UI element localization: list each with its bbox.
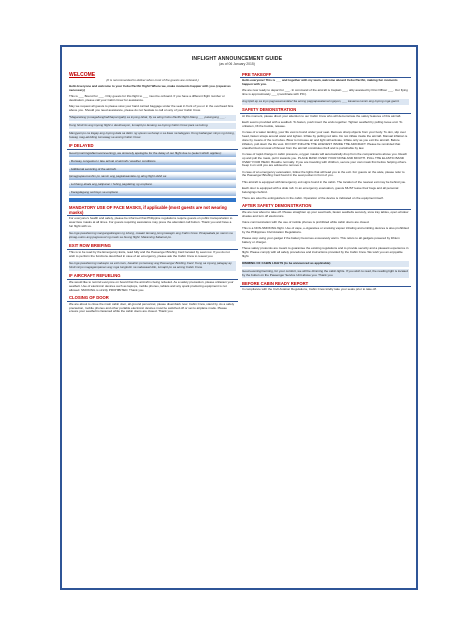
- section-heading: CLOSING OF DOOR: [67, 295, 238, 302]
- paragraph: *Magandang (umaga/tanghali/hapon/gabi) sa inyong lahat, fly sa ating Cebu Pacific flight bilang ___ patungong ___.: [69, 115, 236, 121]
- section-heading: SAFETY DEMONSTRATION: [240, 107, 411, 114]
- section-divider: [69, 198, 236, 202]
- paragraph: This is a NON-SMOKING flight. Use of vape, e-cigarettes or smoking vapour inhaling and emitting devices is also prohibited by the Philippines Civil Aviation Regulations.: [242, 225, 409, 234]
- section-heading: MANDATORY USE OF FACE MASKS, if applicable (most guests are not wearing masks): [67, 204, 238, 216]
- paragraph: We are now about to take off. Please straighten up your seat back, fasten seatbelts securely, stow tray tables, open window shades and turn off electronics.: [242, 209, 409, 218]
- paragraph: In compliance with the Civil Aviation Regulations, Cabin Crew kindly take your seats prior to take off.: [242, 287, 377, 292]
- paragraph: This is to be read by the Emergency Exits, read fully and the Passenger Briefing Card located by seat row. If you do not wish to perform the functions described in case of an emergency, please ask the Cabin Crew to reseat you.: [69, 249, 230, 258]
- paragraph: Hello Everyone and welcome to your Cebu Pacific flight! Where we, make moments happier with you. (repeat as necessary): [69, 84, 231, 92]
- section-heading: BEFORE CABIN READY REPORT: [240, 280, 411, 287]
- document-subtitle: (as of 06 January 2015): [219, 62, 255, 66]
- paragraph: In case of an emergency evacuation, follow the lights that will lead you to the exit. For guests on the aisle, please refer to the Passenger Briefing Card found in the seat pocket in front of you.: [242, 169, 405, 178]
- paragraph: Each seat is provided with a seatbelt. To fasten, push insert the ends together. Tighten seatbelt by pulling loose end. To unfasten, lift the buckle, release.: [242, 120, 403, 128]
- paragraph: - Runway congestion / late arrival of aircraft / weather conditions: [69, 159, 236, 165]
- section-heading: PRE TAKEOFF: [240, 71, 411, 78]
- section-heading: WELCOME: [69, 71, 96, 78]
- paragraph: This is ___ Bound for ___. Only guests for this flight to ___ must be onboard. If you have a different flight number or destination, please call your Cabin Crew for assistance.: [69, 94, 225, 102]
- paragraph: Ang tipid ay sa inyo pagsasamantala! Sa aming pagpapasalamat ngayon, ___ kasama namin ang inyong mga gamit.: [242, 99, 409, 105]
- paragraph: For everyone's health and safety, please be informed that Philippine regulations require guests on public transportation to wear face masks at all times. For guests requiring assistance may press the attendant call button. Thank you and have a fun flight with us.: [69, 216, 233, 228]
- paragraph: - Additional servicing of the aircraft.: [69, 167, 236, 173]
- paragraph: - Lubhang abala ang paliparan / huling pagdating ng eroplano: [69, 182, 236, 188]
- paragraph: Ipinagpapaumanhin po namin ang pagkakaantala ng ating flight dahil sa:: [69, 174, 236, 180]
- paragraph: We are about to close the main cabin door, all ground personnel, please disembark now. Cabin Crew, stand by. As a safety precaution, mobile phones and other portable electronic devices must be switched off or set to airplane mode. Please ensure your seatbelt is fastened while the cabin doors are closed. Thank you.: [69, 301, 235, 314]
- paragraph: We are now ready to depart for ___. In command of the aircraft is Captain ___, ably assisted by First Officer ___. Our flying time is approximately ___ (coordinate with PIC).: [242, 88, 408, 96]
- paragraph: These safety protocols are meant to guarantee the existing regulations and to provide security and a pleasant experience in flight. Please comply with all safety procedures and instructions provided by the Cabin Crew. We wish you an enjoyable flight.: [242, 245, 409, 258]
- paragraph: Good (morning/afternoon/evening), we sincerely apologize for the delay of our flight due to (select which applies):: [69, 151, 236, 157]
- paragraph: In case of rapid change in cabin pressure, oxygen masks will automatically drop from the compartments above you. Reach up and pull the mask, pull it towards you. PLACE MASK OVER YOUR NOSE AND MOUTH. PULL THE ELASTIC BAND OVER YOUR HEAD. Breathe normally. If you are traveling with children, secure your own mask first before helping others. Keep it on until you are advised to remove it.: [242, 151, 408, 168]
- paragraph: This aircraft is equipped with Emergency exit signs found in the cabin. The location of the nearest exit may be behind you.: [242, 179, 407, 184]
- section-heading: EXIT ROW BRIEFING: [67, 243, 238, 250]
- paragraph: We would like to remind everyone on board that the aircraft is being refueled. As a safety precaution, please unfasten your seatbelt. Use of electronic devices such as laptops, mobile phones, tablets and any spark producing equipment is not allowed. SMOKING is strictly PROHIBITED. Thank you.: [69, 279, 234, 292]
- left-column: [67, 71, 238, 317]
- section-heading: IF DELAYED: [67, 143, 238, 150]
- paragraph: Voice communication with the use of mobile phones is prohibited while cabin doors are closed.: [242, 219, 370, 224]
- paragraph: Each door is equipped with a slide raft. In an emergency evacuation, guests MUST leave their bags and all personal belongings behind.: [242, 185, 399, 194]
- paragraph: In case of a water landing, your life vest is found under your seat. Remove sharp objects from your body. To don, slip over head, fasten straps around waist and tighten. Inflate by pulling red tabs. Do not inflate inside the aircraft. Manual inflation is done by means of the red tubes. Blow to increase air and light will activate. Inflate only as you exit the aircraft. Before inflation, pull down the life vest. DO NOT INFLATE THE LIFEVEST INSIDE THE AIRCRAFT. Please be reminded that unauthorized removal of lifevest from the aircraft constitutes theft and is punishable by law.: [242, 130, 408, 150]
- paragraph: Please stop using your gadget if the battery becomes excessively warm. This refers to all gadgets powered by lithium battery or charger.: [242, 235, 400, 244]
- paragraph: Sa mga pasaherong nakaupo sa exit rows, basahin po lamang ang Passenger Briefing Card. Kung sa inyong palagay ay hindi ninyo magagampanan ang mga tungkulin na nakasaad dito, lumapit po sa aming Cabin Crew.: [69, 261, 236, 271]
- paragraph: Good evening/morning, for your comfort, we will be dimming the cabin lights. If you wish to read, the reading light is located by the button on the Passenger Service Unit above you. Thank you.: [242, 268, 408, 277]
- paragraph: Mangyari po na ilagay ang inyong dala sa ilalim ng upuan sa harap o sa itaas na lalagyan. Kung kailangan ninyo ng tulong, huwag mag-atubiling tumawag sa aming Cabin Crew.: [69, 130, 235, 139]
- section-heading: AFTER SAFETY DEMONSTRATION: [240, 203, 411, 210]
- document-title: INFLIGHT ANNOUNCEMENT GUIDE: [191, 56, 283, 62]
- section-heading: IF AIRCRAFT REFUELING: [67, 273, 238, 280]
- paragraph: DIMMING OF CABIN LIGHTS (to be announced as applicable): [242, 261, 409, 267]
- paragraph: At this moment, please direct your attention to our Cabin Crew who will demonstrate the safety features of this aircraft.: [242, 113, 402, 118]
- paragraph: There are also fire extinguishers in the cabin. Operation of the device is indicated on the equipment itself.: [242, 195, 384, 200]
- right-column: [240, 71, 411, 295]
- paragraph: Hello everyone! This is ___ and together with my team, welcome aboard Cebu Pacific, making fun moments happen with you.: [242, 78, 398, 86]
- paragraph: - Karagdagang serbisyo sa eroplano: [69, 190, 236, 196]
- paragraph: Kung hindi ito ang inyong flight o destinasyon, lumapit po lamang sa inyong Cabin Crew para sa tulong.: [69, 123, 236, 129]
- paragraph: May we request all guests to please stow your hand carried baggage under the seat in front of you or in the overhead bins above you. Should you need assistance, please do not hesitate to call on any of your Cabin Crew.: [69, 104, 234, 112]
- paragraph: Sa mga pasaherong nangangailangan ng tulong, maaari lamang pong tawagin ang Cabin Crew. Pinapaalala po namin na ipinag-uutos ang pagsusuot ng mask sa buong flight. Maraming Salamat po.: [69, 231, 236, 241]
- paragraph: (It is recommended to deliver when most of the guests are onboard.): [106, 78, 199, 82]
